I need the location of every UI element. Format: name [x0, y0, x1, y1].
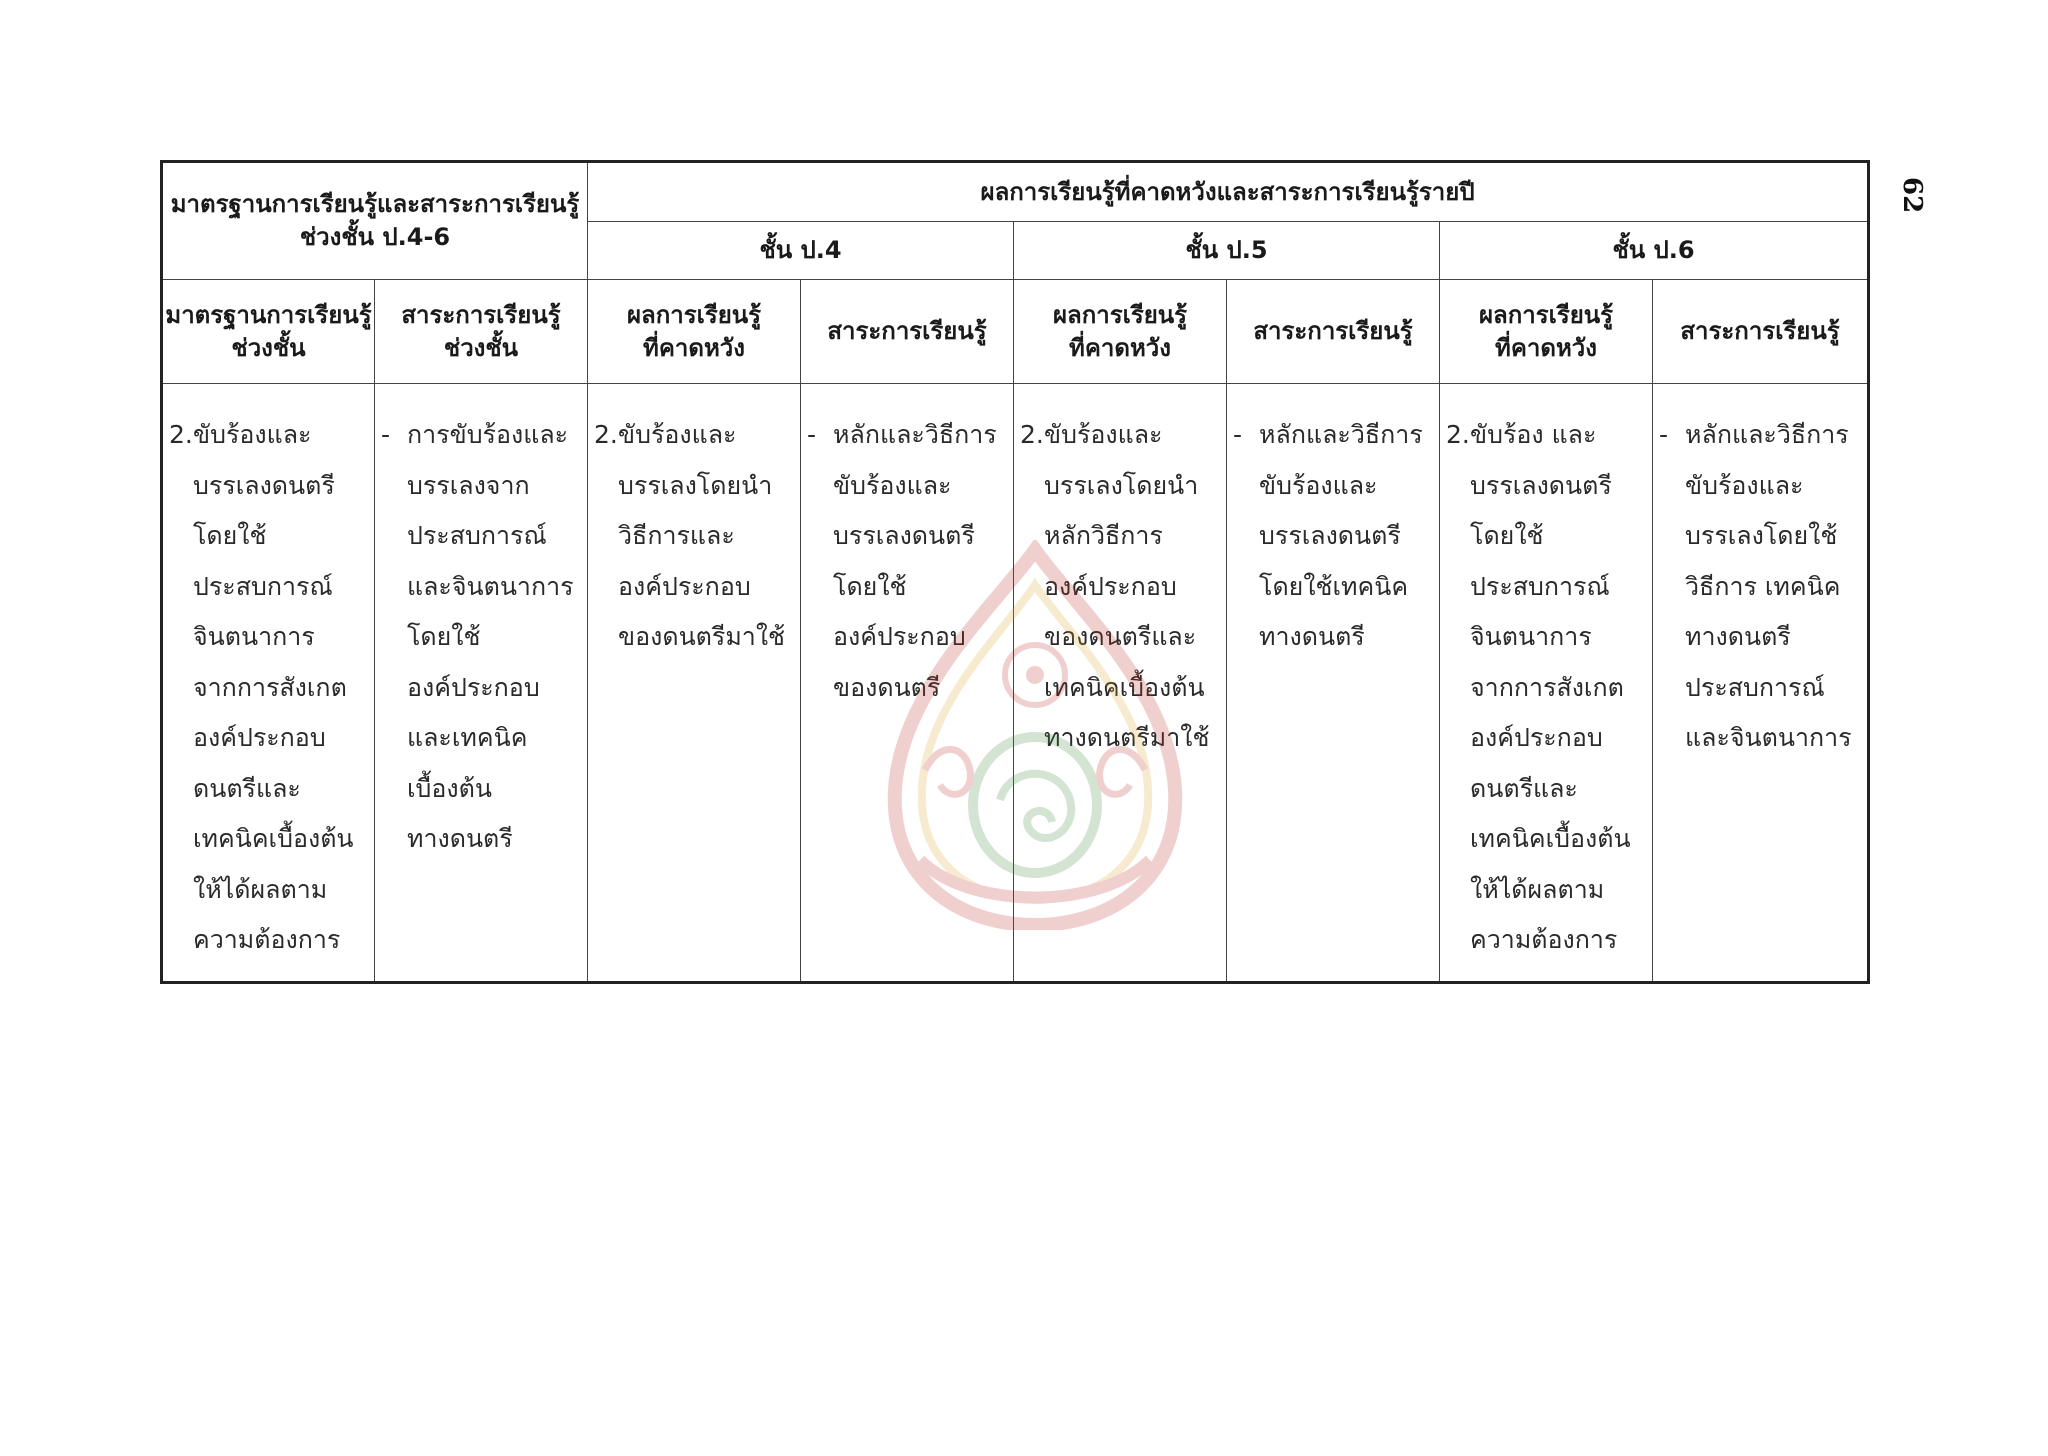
cell-line: ดนตรีและ — [193, 773, 301, 803]
curriculum-table — [160, 160, 1870, 984]
col-header-outcome-p6-line-1: ผลการเรียนรู้ — [1478, 300, 1614, 329]
cell-line: ดนตรีและ — [1470, 773, 1578, 803]
cell-line: จากการสังเกต — [193, 672, 347, 702]
col-header-content-line-2: ช่วงชั้น — [443, 333, 519, 362]
cell-standard — [162, 384, 375, 983]
bullet-dash: - — [807, 420, 817, 449]
col-header-subject-p6 — [1653, 280, 1869, 384]
cell-outcome-p5 — [1014, 384, 1227, 983]
cell-line: โดยใช้ — [833, 571, 907, 601]
col-header-content-line-1: สาระการเรียนรู้ — [401, 300, 561, 329]
cell-line: องค์ประกอบ — [1470, 723, 1603, 752]
cell-line: บรรเลงโดยใช้ — [1685, 521, 1838, 550]
bullet-dash: - — [1233, 420, 1243, 449]
col-header-outcome-p4-line-1: ผลการเรียนรู้ — [626, 300, 762, 329]
cell-line: องค์ประกอบ — [407, 672, 540, 702]
cell-line: บรรเลงโดยนำ — [1044, 470, 1199, 500]
page-number: 62 — [1897, 177, 1927, 214]
cell-line: ประสบการณ์ — [1470, 571, 1610, 601]
cell-line: เทคนิคเบื้องต้น — [1044, 672, 1205, 702]
cell-line: หลักวิธีการ — [1044, 521, 1163, 550]
outcomes-group-label: ผลการเรียนรู้ที่คาดหวังและสาระการเรียนรู้รายปี — [980, 177, 1475, 206]
cell-line: ขับร้องและ — [1685, 470, 1804, 500]
outcomes-group-header — [588, 162, 1869, 222]
grade-header-p4 — [588, 222, 1014, 280]
cell-outcome-p4 — [588, 384, 801, 983]
cell-line: จินตนาการ — [1470, 622, 1592, 651]
cell-line: จากการสังเกต — [1470, 672, 1624, 702]
cell-line: วิธีการและ — [618, 521, 735, 550]
cell-line: และจินตนาการ — [407, 571, 574, 601]
cell-line: เทคนิคเบื้องต้น — [193, 824, 354, 853]
cell-line: ประสบการณ์ — [1685, 672, 1825, 702]
cell-lines — [381, 410, 581, 865]
cell-lines — [1233, 410, 1433, 663]
cell-line: ทางดนตรี — [407, 824, 513, 853]
cell-line: โดยใช้ — [193, 521, 267, 550]
item-number: 2. — [1020, 420, 1044, 449]
cell-line: ของดนตรีและ — [1044, 622, 1197, 651]
cell-lines — [1020, 410, 1220, 764]
cell-line: ประสบการณ์ — [407, 521, 547, 550]
cell-subject-p5 — [1227, 384, 1440, 983]
cell-line: องค์ประกอบ — [1044, 571, 1177, 601]
cell-line: บรรเลงดนตรี — [1470, 470, 1612, 500]
standards-group-line-1: มาตรฐานการเรียนรู้และสาระการเรียนรู้ — [170, 190, 580, 218]
cell-outcome-p6 — [1440, 384, 1653, 983]
col-header-subject-p6-label: สาระการเรียนรู้ — [1680, 317, 1840, 345]
item-number: 2. — [169, 420, 193, 449]
col-header-subject-p4-label: สาระการเรียนรู้ — [827, 317, 987, 345]
cell-line: ขับร้องและ — [1044, 420, 1163, 449]
cell-line: องค์ประกอบ — [833, 622, 966, 651]
cell-line: บรรเลงดนตรี — [193, 470, 335, 500]
cell-content — [375, 384, 588, 983]
col-header-outcome-p4 — [588, 280, 801, 384]
cell-line: หลักและวิธีการ — [1259, 420, 1423, 449]
cell-line: โดยใช้เทคนิค — [1259, 571, 1409, 601]
col-header-standard — [162, 280, 375, 384]
cell-line: ทางดนตรี — [1259, 622, 1365, 651]
cell-line: ให้ได้ผลตาม — [193, 874, 328, 904]
cell-line: และเทคนิค — [407, 723, 528, 752]
cell-line: องค์ประกอบ — [193, 723, 326, 752]
col-header-content — [375, 280, 588, 384]
grade-label-p5: ชั้น ป.5 — [1185, 236, 1268, 264]
col-header-outcome-p5 — [1014, 280, 1227, 384]
col-header-standard-line-2: ช่วงชั้น — [231, 333, 306, 362]
cell-line: โดยใช้ — [407, 622, 481, 651]
cell-item — [594, 410, 794, 663]
cell-line: เทคนิคเบื้องต้น — [1470, 824, 1631, 853]
standards-group-line-2: ช่วงชั้น ป.4-6 — [299, 223, 451, 251]
cell-subject-p6 — [1653, 384, 1869, 983]
item-number: 2. — [594, 420, 618, 449]
bullet-dash: - — [1659, 420, 1669, 449]
cell-line: ของดนตรีมาใช้ — [618, 622, 786, 651]
col-header-outcome-p4-line-2: ที่คาดหวัง — [643, 333, 745, 362]
cell-line: ขับร้องและ — [833, 470, 952, 500]
grade-header-p6 — [1440, 222, 1869, 280]
cell-line: ทางดนตรี — [1685, 622, 1791, 651]
cell-lines — [807, 410, 1007, 713]
cell-item — [1020, 410, 1220, 764]
cell-item — [807, 410, 1007, 713]
cell-line: องค์ประกอบ — [618, 571, 751, 601]
cell-line: บรรเลงดนตรี — [1259, 521, 1401, 550]
cell-item — [381, 410, 581, 865]
cell-line: บรรเลงดนตรี — [833, 521, 975, 550]
cell-line: โดยใช้ — [1470, 521, 1544, 550]
item-number: 2. — [1446, 420, 1470, 449]
cell-lines — [594, 410, 794, 663]
cell-line: ขับร้อง และ — [1470, 420, 1597, 449]
cell-line: ขับร้องและ — [1259, 470, 1378, 500]
cell-line: ขับร้องและ — [193, 420, 312, 449]
cell-line: วิธีการ เทคนิค — [1685, 571, 1841, 601]
grade-header-p5 — [1014, 222, 1440, 280]
cell-line: ให้ได้ผลตาม — [1470, 874, 1605, 904]
cell-item — [1446, 410, 1646, 966]
cell-item — [1233, 410, 1433, 663]
cell-line: ความต้องการ — [193, 925, 341, 954]
cell-line: ทางดนตรีมาใช้ — [1044, 723, 1210, 752]
cell-line: การขับร้องและ — [407, 420, 569, 449]
cell-line: ขับร้องและ — [618, 420, 737, 449]
cell-lines — [1659, 410, 1861, 764]
standards-group-header — [162, 162, 588, 280]
cell-item — [1659, 410, 1861, 764]
grade-label-p4: ชั้น ป.4 — [759, 236, 842, 264]
cell-line: บรรเลงจาก — [407, 470, 530, 500]
cell-lines — [1446, 410, 1646, 966]
cell-line: หลักและวิธีการ — [833, 420, 997, 449]
col-header-subject-p5-label: สาระการเรียนรู้ — [1253, 317, 1413, 345]
col-header-standard-line-1: มาตรฐานการเรียนรู้ — [165, 300, 372, 329]
cell-line: จินตนาการ — [193, 622, 315, 651]
cell-line: ความต้องการ — [1470, 925, 1618, 954]
cell-line: บรรเลงโดยนำ — [618, 470, 773, 500]
cell-line: หลักและวิธีการ — [1685, 420, 1849, 449]
col-header-outcome-p5-line-2: ที่คาดหวัง — [1069, 333, 1171, 362]
cell-line: ประสบการณ์ — [193, 571, 333, 601]
grade-label-p6: ชั้น ป.6 — [1612, 236, 1695, 264]
col-header-subject-p4 — [801, 280, 1014, 384]
cell-line: เบื้องต้น — [407, 773, 492, 803]
cell-subject-p4 — [801, 384, 1014, 983]
cell-item — [169, 410, 368, 966]
bullet-dash: - — [381, 420, 391, 449]
col-header-outcome-p6 — [1440, 280, 1653, 384]
cell-lines — [169, 410, 368, 966]
cell-line: และจินตนาการ — [1685, 723, 1852, 752]
col-header-subject-p5 — [1227, 280, 1440, 384]
cell-line: ของดนตรี — [833, 672, 941, 702]
col-header-outcome-p6-line-2: ที่คาดหวัง — [1495, 333, 1597, 362]
col-header-outcome-p5-line-1: ผลการเรียนรู้ — [1052, 300, 1188, 329]
